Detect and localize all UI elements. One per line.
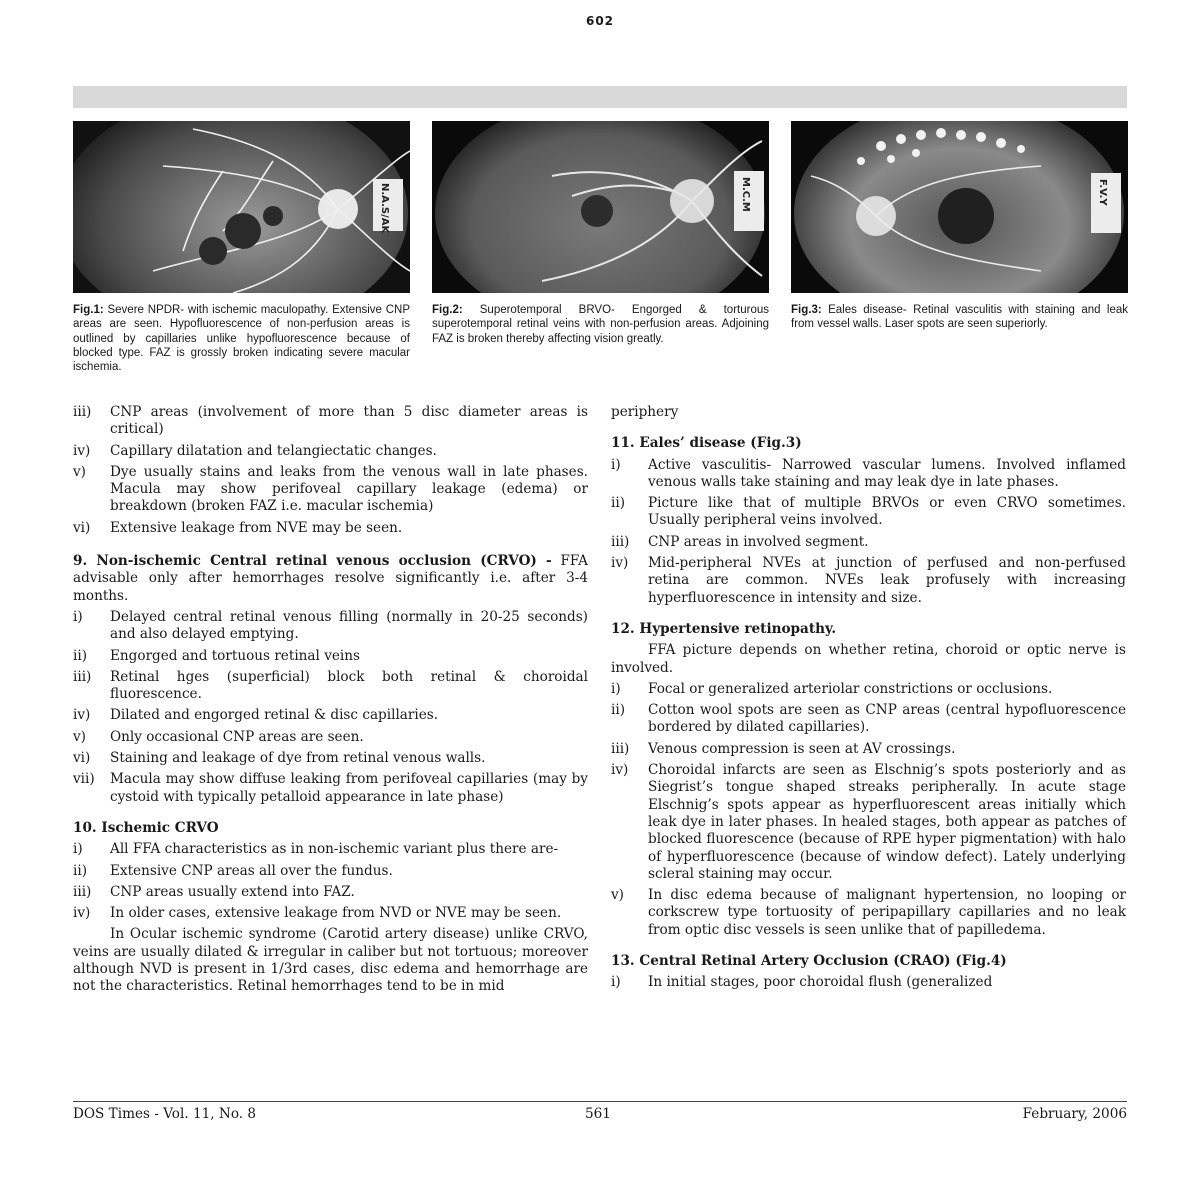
section-11-heading: 11. Eales’ disease (Fig.3) bbox=[611, 435, 802, 452]
left-column bbox=[73, 404, 588, 996]
list-item: ii) Extensive CNP areas all over the fundus. bbox=[73, 862, 393, 879]
section-9-intro: FFA advisable only after hemorrhages resolve significantly i.e. after 3-4 months. bbox=[73, 553, 588, 604]
list-item: i) Delayed central retinal venous filling (normally in 20-25 seconds) and also delayed emptying. bbox=[73, 608, 588, 643]
list-item: i) Active vasculitis- Narrowed vascular lumens. Involved inflamed venous walls take staining and may leak dye in late phases. bbox=[611, 456, 1126, 490]
top-page-number: 602 bbox=[585, 14, 615, 28]
list-item: iii) CNP areas in involved segment. bbox=[611, 533, 869, 550]
list-item: iv) In older cases, extensive leakage from NVD or NVE may be seen. bbox=[73, 905, 562, 922]
footer-page-number: 561 bbox=[585, 1106, 611, 1122]
figure-1-label: N.A.S/AK bbox=[379, 183, 390, 234]
figure-3-caption-label: Fig.3: bbox=[791, 304, 822, 316]
figure-3-caption-text: Eales disease- Retinal vasculitis with staining and leak from vessel walls. Laser spots are seen superiorly. bbox=[791, 304, 1129, 331]
continuation-text: periphery bbox=[611, 404, 679, 420]
list-item: i) Focal or generalized arteriolar constrictions or occlusions. bbox=[611, 680, 1053, 697]
figure-3-image bbox=[791, 121, 1128, 293]
footer-date: February, 2006 bbox=[1022, 1106, 1127, 1122]
section-12-paragraph: FFA picture depends on whether retina, choroid or optic nerve is involved. bbox=[611, 642, 1126, 676]
list-item: ii) Picture like that of multiple BRVOs or even CRVO sometimes. Usually peripheral veins involved. bbox=[611, 495, 1126, 529]
section-9-heading: 9. Non-ischemic Central retinal venous occlusion (CRVO) - bbox=[73, 553, 552, 570]
footer-journal: DOS Times - Vol. 11, No. 8 bbox=[73, 1106, 257, 1122]
figure-2-caption bbox=[432, 303, 769, 346]
figure-1-caption-label: Fig.1: bbox=[73, 304, 104, 316]
figure-1-caption-text: Severe NPDR- with ischemic maculopathy. Extensive CNP areas are seen. Hypofluorescence of non-perfusion areas is outlined by capillaries unlike hypofluorescence because of blocked type. FAZ is grossly broken indicating severe macular ischemia. bbox=[73, 304, 411, 374]
list-item: vii) Macula may show diffuse leaking from perifoveal capillaries (may by cystoid with typically petalloid appearance in late phase) bbox=[73, 771, 588, 805]
list-item: iv) Mid-peripheral NVEs at junction of perfused and non-perfused retina are common. NVEs leak profusely with increasing hyperfluorescence in intensity and size. bbox=[611, 555, 1126, 606]
list-item: v) Only occasional CNP areas are seen. bbox=[73, 728, 364, 745]
section-13-heading: 13. Central Retinal Artery Occlusion (CRAO) (Fig.4) bbox=[611, 953, 1007, 970]
right-column bbox=[611, 404, 1126, 996]
list-item: i) All FFA characteristics as in non-ischemic variant plus there are- bbox=[73, 841, 559, 858]
section-9-paragraph bbox=[73, 553, 588, 605]
section-10-heading: 10. Ischemic CRVO bbox=[73, 819, 219, 836]
list-item: iv) Dilated and engorged retinal & disc capillaries. bbox=[73, 707, 439, 724]
figure-3-caption bbox=[791, 303, 1128, 332]
footer-rule bbox=[73, 1101, 1127, 1102]
list-item: ii) Cotton wool spots are seen as CNP areas (central hypofluorescence bordered by dilated capillaries). bbox=[611, 702, 1126, 736]
figure-3-label: F.V.Y bbox=[1097, 179, 1108, 206]
list-item: v) In disc edema because of malignant hypertension, no looping or corkscrew type tortuosity of peripapillary capillaries and no leak from optic disc vessels is seen unlike that of papilledema. bbox=[611, 887, 1126, 938]
list-item: iii) Venous compression is seen at AV crossings. bbox=[611, 740, 956, 757]
section-12-heading: 12. Hypertensive retinopathy. bbox=[611, 620, 837, 637]
list-item: v) Dye usually stains and leaks from the venous wall in late phases. Macula may show perifoveal capillary leakage (edema) or breakdown (broken FAZ i.e. macular ischemia) bbox=[73, 463, 588, 515]
list-item: iv) Choroidal infarcts are seen as Elschnig’s spots posteriorly and as Siegrist’s tongue shaped streaks peripherally. In acute stage Elschnig’s spots appear as hyperfluorescent areas initially which leak dye in later phases. In healed stages, both appear as patches of blocked fluorescence (because of RPE hyper pigmentation) with halo of hyperfluorescence (because of window defect). Lately underlying scleral staining may occur. bbox=[611, 762, 1126, 882]
figure-2-image bbox=[432, 121, 769, 293]
list-item: iii) CNP areas (involvement of more than 5 disc diameter areas is critical) bbox=[73, 404, 588, 438]
list-item: iii) CNP areas usually extend into FAZ. bbox=[73, 883, 355, 900]
figure-2-label: M.C.M bbox=[740, 177, 751, 212]
list-item: vi) Extensive leakage from NVE may be seen. bbox=[73, 519, 403, 536]
figure-1-image bbox=[73, 121, 410, 293]
list-item: vi) Staining and leakage of dye from retinal venous walls. bbox=[73, 750, 486, 767]
list-item: iv) Capillary dilatation and telangiectatic changes. bbox=[73, 442, 437, 459]
section-10-paragraph: In Ocular ischemic syndrome (Carotid artery disease) unlike CRVO, veins are usually dilated & irregular in caliber but not tortuous; moreover although NVD is present in 1/3rd cases, disc edema and hemorrhage are not the characteristics. Retinal hemorrhages tend to be in mid bbox=[73, 926, 588, 995]
list-item: i) In initial stages, poor choroidal flush (generalized bbox=[611, 974, 993, 991]
list-item: ii) Engorged and tortuous retinal veins bbox=[73, 647, 360, 664]
figure-1-caption bbox=[73, 303, 410, 374]
list-item: iii) Retinal hges (superficial) block both retinal & choroidal fluorescence. bbox=[73, 668, 588, 703]
header-band bbox=[73, 86, 1127, 108]
figure-2-caption-text: Superotemporal BRVO- Engorged & torturous superotemporal retinal veins with non-perfusion areas. Adjoining FAZ is broken thereby affecting vision greatly. bbox=[432, 304, 769, 345]
figure-2-caption-label: Fig.2: bbox=[432, 304, 463, 316]
